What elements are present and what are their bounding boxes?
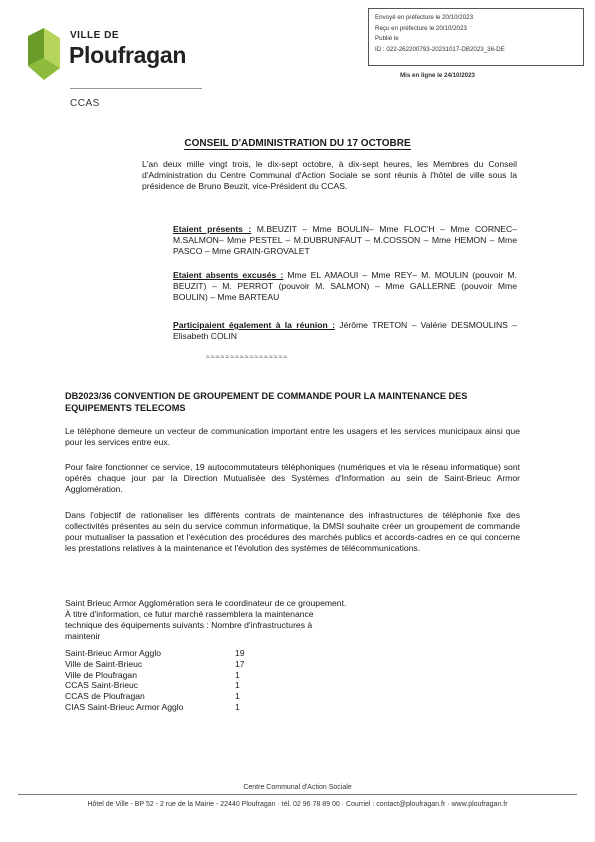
absents-text: Mme EL AMAOUI – Mme REY– M. MOULIN (pouvoir M. BEUZIT) – M. PERROT (pouvoir M. SALMON) – Mme GALLERNE (pouvoir Mme BOULIN) – Mme BARTEAU (173, 270, 517, 302)
page-title-text: CONSEIL D'ADMINISTRATION DU 17 OCTOBRE (184, 138, 411, 149)
paragraph-2: Pour faire fonctionner ce service, 19 autocommutateurs téléphoniques (numériques et via le réseau informatique) sont opérés chaque jour par la Direction Mutualisée des Systèmes d'Information au sein de Saint-Brieuc Armor Agglomération. (65, 462, 520, 494)
table-cell-count: 1 (235, 680, 240, 691)
intro-paragraph: L'an deux mille vingt trois, le dix-sept octobre, à dix-sept heures, les Membres du Conseil d'Administration du Centre Communal d'Action Sociale se sont réunis à l'hôtel de ville sous la présidence de Bruno Beuzit, vice-Président du CCAS. (142, 159, 517, 191)
stamp-line-published: Publié le (375, 35, 399, 42)
logo-ville-de: VILLE DE (70, 30, 120, 41)
logo-divider (70, 88, 202, 89)
coordinator-line: Saint Brieuc Armor Agglomération sera le coordinateur de ce groupement. (65, 598, 347, 608)
participants-block (173, 320, 517, 342)
table-row (65, 691, 305, 702)
table-row (65, 680, 305, 691)
footer-divider (18, 794, 577, 795)
presents-label: Etaient présents : (173, 224, 252, 234)
table-cell-label: CCAS Saint-Brieuc (65, 680, 139, 691)
table-row (65, 648, 305, 659)
ccas-label: CCAS (70, 98, 100, 109)
absents-block (173, 270, 517, 303)
table-cell-count: 1 (235, 691, 240, 702)
table-intro (65, 609, 425, 642)
table-row (65, 659, 305, 670)
footer-address: Hôtel de Ville - BP 52 - 2 rue de la Mairie - 22440 Ploufragan · tél. 02 96 78 89 00 · Courriel : contact@ploufragan.fr · www.ploufragan.fr (87, 801, 508, 808)
table-intro-line-2: technique des équipements suivants : Nombre d'infrastructures à (65, 620, 313, 630)
footer-organisation: Centre Communal d'Action Sociale (243, 784, 352, 791)
participants-label: Participaient également à la réunion : (173, 320, 335, 330)
table-row (65, 670, 305, 681)
deliberation-title: DB2023/36 CONVENTION DE GROUPEMENT DE COMMANDE POUR LA MAINTENANCE DES EQUIPEMENTS TELECOMS (65, 391, 468, 413)
participants-text: Jérôme TRETON – Valérie DESMOULINS – Elisabeth COLIN (173, 320, 518, 341)
table-cell-label: Ville de Ploufragan (65, 669, 137, 680)
table-cell-label: Saint-Brieuc Armor Agglo (65, 648, 162, 658)
stamp-line-id: ID : 022-262200793-20231017-DB2023_36-DE (375, 45, 505, 53)
stamp-line-sent: Envoyé en préfecture le 20/10/2023 (375, 14, 474, 21)
ploufragan-logo-icon (24, 28, 62, 80)
table-cell-label: CIAS Saint-Brieuc Armor Agglo (65, 701, 184, 712)
table-row (65, 702, 305, 713)
section-separator: ≈≈≈≈≈≈≈≈≈≈≈≈≈≈≈≈≈ (206, 354, 289, 361)
table-cell-label: Ville de Saint-Brieuc (65, 658, 143, 669)
logo-ploufragan: Ploufragan (69, 42, 187, 68)
table-cell-count: 19 (235, 648, 245, 658)
absents-label: Etaient absents excusés : (173, 270, 284, 280)
page-title (0, 138, 595, 149)
stamp-line-received: Reçu en préfecture le 20/10/2023 (375, 24, 467, 32)
table-cell-label: CCAS de Ploufragan (65, 691, 145, 702)
paragraph-1: Le téléphone demeure un vecteur de communication important entre les usagers et les services municipaux ainsi que pour les services entre eux. (65, 426, 520, 447)
prefecture-stamp (368, 8, 584, 66)
presents-block (173, 224, 517, 257)
table-cell-count: 17 (235, 658, 245, 669)
table-cell-count: 1 (235, 701, 240, 712)
table-intro-line-1: À titre d'information, ce futur marché rassemblera la maintenance (65, 609, 314, 619)
table-intro-line-3: maintenir (65, 631, 101, 641)
paragraph-3: Dans l'objectif de rationaliser les différents contrats de maintenance des infrastructures de téléphonie fixe des collectivités présentes au sein du service commun informatique, la DMSI souhaite créer un groupement de commande pour mutualiser la passation et l'exécution des procédures des marchés publics et accords-cadres en ce qui concerne les prestations relatives à la maintenance et l'évolution des systèmes de télécommunications. (65, 510, 520, 553)
infrastructure-table (65, 648, 305, 713)
online-date: Mis en ligne le 24/10/2023 (400, 72, 475, 79)
table-cell-count: 1 (235, 669, 240, 680)
presents-text: M.BEUZIT – Mme BOULIN– Mme FLOC'H – Mme CORNEC– M.SALMON– Mme PESTEL – M.DUBRUNFAUT – M.COSSON – Mme HEMON – Mme PASCO – Mme GRAIN-GROVALET (173, 224, 517, 256)
